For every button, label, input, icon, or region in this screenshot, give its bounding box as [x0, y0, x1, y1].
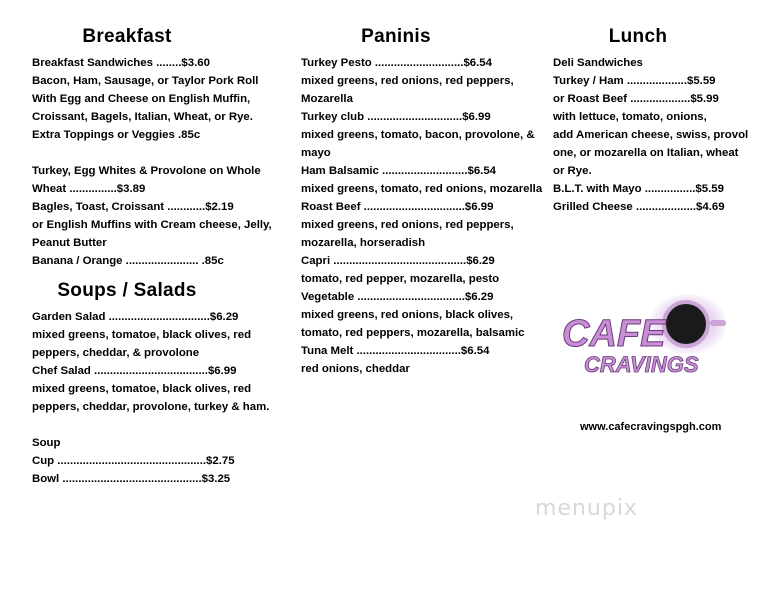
menu-line: tomato, red pepper, mozarella, pesto: [301, 273, 500, 285]
menu-line: mixed greens, tomato, red onions, mozarella: [301, 183, 543, 195]
logo-cafe-text: CAFE: [562, 313, 666, 355]
menu-line: mixed greens, red onions, red peppers,: [301, 219, 514, 231]
lunch-column: [553, 26, 768, 216]
menu-line: Bacon, Ham, Sausage, or Taylor Pork Roll: [32, 75, 259, 87]
menu-line: Garden Salad ................................$6.29: [32, 311, 239, 323]
menu-line: add American cheese, swiss, provol: [553, 129, 749, 141]
menu-line: one, or mozarella on Italian, wheat: [553, 147, 739, 159]
soups-list: [32, 308, 272, 488]
soups-salads-title: Soups / Salads: [57, 280, 197, 301]
menu-line: red onions, cheddar: [301, 363, 410, 375]
menu-line: mixed greens, tomatoe, black olives, red: [32, 329, 252, 341]
menu-line: Turkey, Egg Whites & Provolone on Whole: [32, 165, 261, 177]
menu-line: With Egg and Cheese on English Muffin,: [32, 93, 251, 105]
menu-line: or Rye.: [553, 165, 592, 177]
menu-line: Vegetable ..................................$6.29: [301, 291, 494, 303]
coffee-cup-icon: [664, 302, 708, 346]
menu-line: Breakfast Sandwiches ........$3.60: [32, 57, 210, 69]
menu-line: or English Muffins with Cream cheese, Jelly,: [32, 219, 272, 231]
menu-line: mixed greens, tomato, bacon, provolone, &: [301, 129, 535, 141]
menu-line: Chef Salad ....................................$6.99: [32, 365, 237, 377]
menu-line: Turkey club ..............................$6.99: [301, 111, 491, 123]
menu-line: Deli Sandwiches: [553, 57, 643, 69]
logo-cravings-text: CRAVINGS: [584, 352, 699, 377]
menupix-watermark: menupix: [535, 496, 638, 521]
menu-line: Ham Balsamic ...........................$6.54: [301, 165, 496, 177]
menu-line: Extra Toppings or Veggies .85c: [32, 129, 201, 141]
menu-line: Tuna Melt .................................$6.54: [301, 345, 490, 357]
menu-line: mixed greens, red onions, black olives,: [301, 309, 514, 321]
lunch-title: Lunch: [608, 26, 668, 47]
menu-line: Mozarella: [301, 93, 353, 105]
breakfast-title: Breakfast: [82, 26, 172, 47]
website-url: www.cafecravingspgh.com: [580, 421, 722, 433]
menu-line: with lettuce, tomato, onions,: [553, 111, 707, 123]
lunch-list: [553, 54, 768, 216]
menu-line: Wheat ...............$3.89: [32, 183, 146, 195]
breakfast-column: [32, 26, 272, 488]
menu-line: [32, 144, 272, 162]
menu-line: peppers, cheddar, & provolone: [32, 347, 200, 359]
menu-line: Banana / Orange ....................... .85c: [32, 255, 224, 267]
menu-line: Croissant, Bagels, Italian, Wheat, or Rye.: [32, 111, 253, 123]
menu-line: Roast Beef ................................$6.99: [301, 201, 494, 213]
menu-line: [32, 416, 272, 434]
menu-line: Bowl ............................................$3.25: [32, 473, 231, 485]
menu-line: mozarella, horseradish: [301, 237, 426, 249]
menu-line: tomato, red peppers, mozarella, balsamic: [301, 327, 525, 339]
paninis-list: [301, 54, 541, 378]
menu-line: peppers, cheddar, provolone, turkey & ham.: [32, 401, 270, 413]
menu-line: Cup ...............................................$2.75: [32, 455, 235, 467]
breakfast-list: [32, 54, 272, 270]
menu-line: Peanut Butter: [32, 237, 107, 249]
menu-line: mixed greens, tomatoe, black olives, red: [32, 383, 252, 395]
menu-line: Grilled Cheese ...................$4.69: [553, 201, 725, 213]
menu-line: Capri ..........................................$6.29: [301, 255, 495, 267]
menu-line: or Roast Beef ...................$5.99: [553, 93, 719, 105]
cafe-cravings-logo: [560, 294, 736, 384]
menu-line: mixed greens, red onions, red peppers,: [301, 75, 514, 87]
paninis-title: Paninis: [361, 26, 431, 47]
menu-line: Bagles, Toast, Croissant ............$2.19: [32, 201, 234, 213]
menu-line: Turkey / Ham ...................$5.59: [553, 75, 716, 87]
paninis-column: [301, 26, 541, 378]
menu-line: Turkey Pesto ............................$6.54: [301, 57, 492, 69]
menu-line: B.L.T. with Mayo ................$5.59: [553, 183, 724, 195]
menu-line: mayo: [301, 147, 331, 159]
menu-line: Soup: [32, 437, 61, 449]
